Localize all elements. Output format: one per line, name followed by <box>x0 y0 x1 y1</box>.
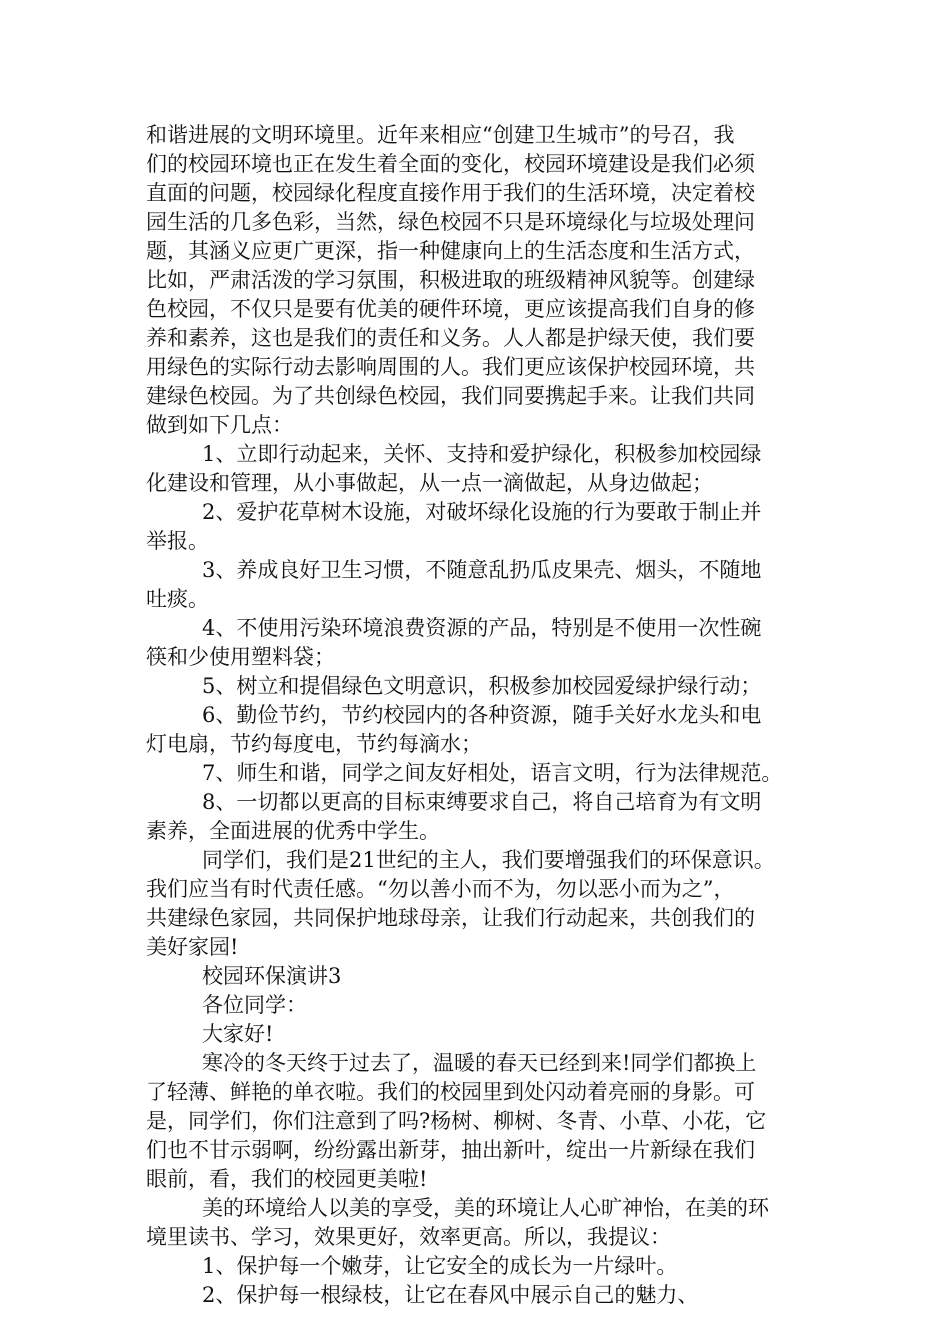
text-line: 4、不使用污染环境浪费资源的产品，特别是不使用一次性碗 <box>202 616 762 640</box>
text-line: 6、勤俭节约，节约校园内的各种资源，随手关好水龙头和电 <box>202 703 762 727</box>
text-line: 吐痰。 <box>146 587 209 611</box>
text-line: 和谐进展的文明环境里。近年来相应“创建卫生城市”的号召，我 <box>146 123 735 147</box>
text-line: 5、树立和提倡绿色文明意识，积极参加校园爱绿护绿行动； <box>202 674 762 698</box>
text-line: 眼前，看，我们的校园更美啦! <box>146 1167 428 1191</box>
text-line: 们的校园环境也正在发生着全面的变化，校园环境建设是我们必须 <box>146 152 755 176</box>
text-line: 我们应当有时代责任感。“勿以善小而不为，勿以恶小而为之”， <box>146 877 735 901</box>
text-line: 直面的问题，校园绿化程度直接作用于我们的生活环境，决定着校 <box>146 181 755 205</box>
section-title: 校园环保演讲3 <box>202 964 342 988</box>
text-line: 用绿色的实际行动去影响周围的人。我们更应该保护校园环境，共 <box>146 355 755 379</box>
text-line: 大家好! <box>202 1022 274 1046</box>
text-line: 2、爱护花草树木设施，对破坏绿化设施的行为要敢于制止并 <box>202 500 762 524</box>
text-line: 寒冷的冬天终于过去了，温暖的春天已经到来!同学们都换上 <box>202 1051 757 1075</box>
text-line: 美好家园! <box>146 935 239 959</box>
text-line: 色校园，不仅只是要有优美的硬件环境，更应该提高我们自身的修 <box>146 297 755 321</box>
text-line: 1、立即行动起来，关怀、支持和爱护绿化，积极参加校园绿 <box>202 442 762 466</box>
text-line: 园生活的几多色彩，当然，绿色校园不只是环境绿化与垃圾处理问 <box>146 210 755 234</box>
text-line: 们也不甘示弱啊，纷纷露出新芽，抽出新叶，绽出一片新绿在我们 <box>146 1138 755 1162</box>
text-line: 美的环境给人以美的享受，美的环境让人心旷神怡，在美的环 <box>202 1196 769 1220</box>
text-line: 8、一切都以更高的目标束缚要求自己，将自己培育为有文明 <box>202 790 762 814</box>
text-line: 筷和少使用塑料袋； <box>146 645 335 669</box>
text-line: 同学们，我们是21世纪的主人，我们要增强我们的环保意识。 <box>202 848 775 872</box>
text-line: 3、养成良好卫生习惯，不随意乱扔瓜皮果壳、烟头，不随地 <box>202 558 762 582</box>
text-line: 素养，全面进展的优秀中学生。 <box>146 819 440 843</box>
text-line: 比如，严肃活泼的学习氛围，积极进取的班级精神风貌等。创建绿 <box>146 268 755 292</box>
text-line: 做到如下几点： <box>146 413 293 437</box>
text-line: 养和素养，这也是我们的责任和义务。人人都是护绿天使，我们要 <box>146 326 755 350</box>
text-line: 2、保护每一根绿枝，让它在春风中展示自己的魅力、 <box>202 1283 699 1307</box>
text-line: 了轻薄、鲜艳的单衣啦。我们的校园里到处闪动着亮丽的身影。可 <box>146 1080 755 1104</box>
text-line: 各位同学： <box>202 993 307 1017</box>
text-line: 灯电扇，节约每度电，节约每滴水； <box>146 732 482 756</box>
text-line: 1、保护每一个嫩芽，让它安全的成长为一片绿叶。 <box>202 1254 678 1278</box>
text-line: 举报。 <box>146 529 209 553</box>
text-line: 7、师生和谐，同学之间友好相处，语言文明，行为法律规范。 <box>202 761 783 785</box>
text-line: 是，同学们，你们注意到了吗?杨树、柳树、冬青、小草、小花，它 <box>146 1109 767 1133</box>
text-line: 化建设和管理，从小事做起，从一点一滴做起，从身边做起； <box>146 471 713 495</box>
text-line: 建绿色校园。为了共创绿色校园，我们同要携起手来。让我们共同 <box>146 384 755 408</box>
text-line: 题，其涵义应更广更深，指一种健康向上的生活态度和生活方式， <box>146 239 755 263</box>
text-line: 境里读书、学习，效果更好，效率更高。所以，我提议： <box>146 1225 671 1249</box>
text-line: 共建绿色家园，共同保护地球母亲，让我们行动起来，共创我们的 <box>146 906 755 930</box>
